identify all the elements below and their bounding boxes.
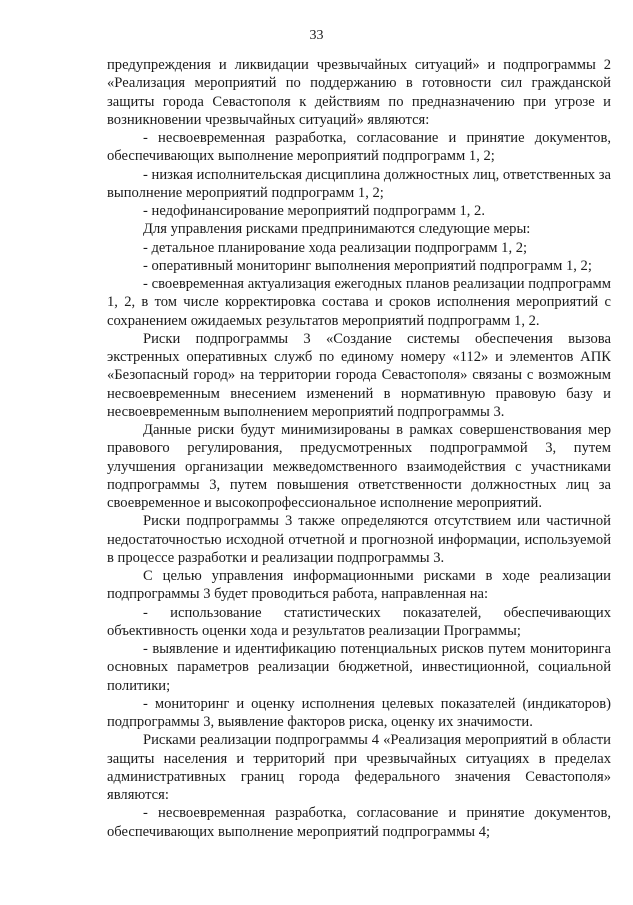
paragraph-5: Для управления рисками предпринимаются следующие меры: [143, 221, 531, 238]
paragraph-17: - несвоевременная разработка, согласование и принятие документов, обеспечивающих выполнение мероприятий подпрограммы 4; [107, 805, 611, 840]
paragraph-9: Риски подпрограммы 3 «Создание системы обеспечения вызова экстренных оперативных служб по единому номеру «112» и элементов АПК «Безопасный город» на территории города Севастополя» связаны с возможным несвоевременным внесением изменений в нормативную правовую базу и несвоевременным выполнением мероприятий подпрограммы 3. [107, 330, 611, 420]
paragraph-2: - несвоевременная разработка, согласование и принятие документов, обеспечивающих выполнение мероприятий подпрограмм 1, 2; [107, 130, 611, 165]
paragraph-12: С целью управления информационными рисками в ходе реализации подпрограммы 3 будет проводиться работа, направленная на: [107, 568, 611, 603]
paragraph-8: - своевременная актуализация ежегодных планов реализации подпрограмм 1, 2, в том числе корректировка состава и сроков исполнения мероприятий с сохранением ожидаемых результатов мероприятий подпрограмм 1, 2. [107, 276, 611, 329]
paragraph-4: - недофинансирование мероприятий подпрограмм 1, 2. [143, 203, 486, 219]
paragraph-13: - использование статистических показателей, обеспечивающих объективность оценки хода и результатов реализации Программы; [107, 604, 611, 639]
paragraph-14: - выявление и идентификацию потенциальных рисков путем мониторинга основных параметров реализации бюджетной, инвестиционной, социальной политики; [107, 641, 611, 694]
paragraph-1: предупреждения и ликвидации чрезвычайных ситуаций» и подпрограммы 2 «Реализация мероприятий по поддержанию в готовности сил гражданской защиты города Севастополя к действиям по предназначению при угрозе и возникновении чрезвычайных ситуаций» являются: [107, 57, 611, 128]
paragraph-16: Рисками реализации подпрограммы 4 «Реализация мероприятий в области защиты населения и территорий при чрезвычайных ситуациях в пределах административных границ города федерального значения Севастополя» являются: [107, 732, 611, 803]
document-body [107, 56, 611, 841]
paragraph-6: - детальное планирование хода реализации подпрограмм 1, 2; [143, 239, 528, 256]
paragraph-10: Данные риски будут минимизированы в рамках совершенствования мер правового регулирования, предусмотренных подпрограммой 3, путем улучшения организации межведомственного взаимодействия с участниками подпрограммы 3, путем повышения ответственности должностных лиц за своевременное и высокопрофессиональное исполнение мероприятий. [107, 422, 611, 511]
page-number: 33 [309, 28, 324, 43]
paragraph-11: Риски подпрограммы 3 также определяются отсутствием или частичной недостаточностью исходной отчетной и прогнозной информации, используемой в процессе разработки и реализации подпрограммы 3. [107, 513, 611, 566]
paragraph-7: - оперативный мониторинг выполнения мероприятий подпрограмм 1, 2; [143, 257, 592, 274]
paragraph-3: - низкая исполнительская дисциплина должностных лиц, ответственных за выполнение мероприятий подпрограмм 1, 2; [107, 166, 611, 201]
paragraph-15: - мониторинг и оценку исполнения целевых показателей (индикаторов) подпрограммы 3, выявление факторов риска, оценку их значимости. [107, 695, 611, 730]
